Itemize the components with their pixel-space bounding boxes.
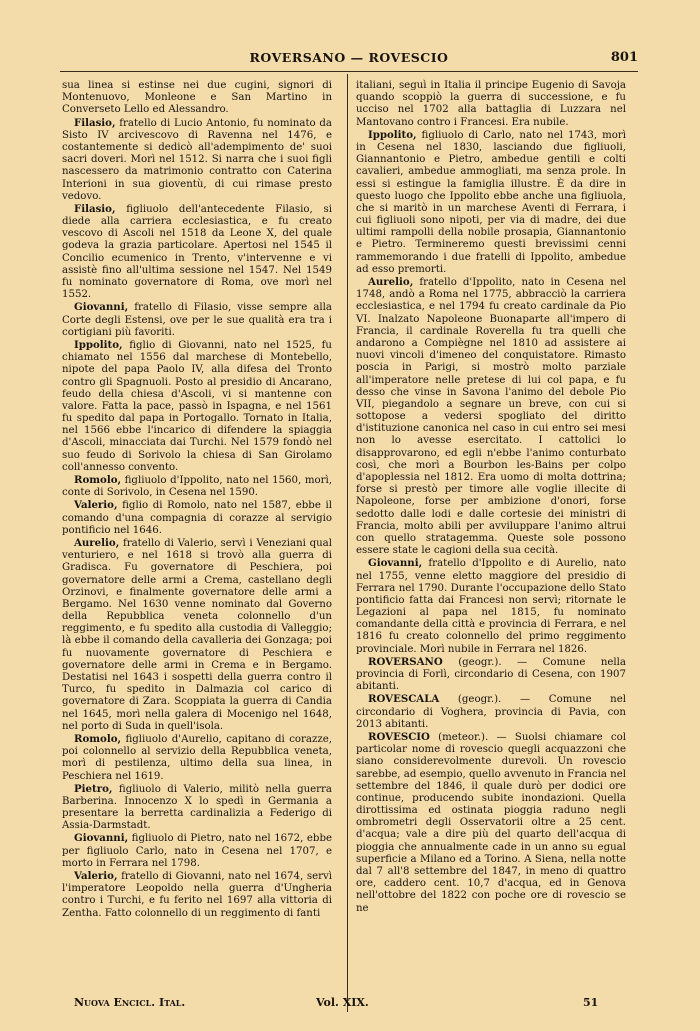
footer-publication: Nuova Encicl. Ital. [74,996,186,1009]
entry-term: (geogr.). [442,656,502,668]
entry-paragraph [62,733,332,783]
entry-text: — Comune nella provincia di Forlì, circondario di Cesena, con 1907 abitanti. [356,656,626,693]
entry-text: — Suolsi chiamare col particolar nome di rovescio quegli acquazzoni che siano considerevolmente durevoli. Un rovescio sarebbe, ad esempio, quello avvenuto in Francia nel settembre del 1846, il quale durò per dodici ore continue, producendo subite inondazioni. Quella dirottissima ed ostinata pioggia raduno negli ombrometri degli Osservatorii oltre a 25 cent. d'acqua; vale a dire più del quarto dell'acqua di pioggia che annualmente cade in un anno su egual superficie a Milano ed a Torino. A Siena, nella notte dal 7 all'8 settembre del 1847, in meno di quattro ore, caddero cent. 10,7 d'acqua, ed in Genova nell'ottobre del 1822 con poche ore di rovescio se ne [356,731,627,914]
entry-text: fratello di Giovanni, nato nel 1674, servì l'imperatore Leopoldo nella guerra d'Ungheria contro i Turchi, e fu ferito nel 1697 alla vittoria di Zentha. Fatto colonnello di un reggimento di fanti [62,871,332,919]
entry-text: fratello di Filasio, visse sempre alla Corte degli Estensi, ove per le sue qualità era tra i cortigiani più favoriti. [62,302,332,338]
entry-text: figliuolo di Valerio, militò nella guerra Barberina. Innocenzo X lo spedì in Germania a presentare la berretta cardinalizia a Federigo di Assia-Darmstadt. [62,783,332,832]
entry-text: figliuolo di Pietro, nato nel 1672, ebbe per figliuolo Carlo, nato in Cesena nel 1707, e morto in Ferrara nel 1798. [62,833,332,869]
entry-paragraph [62,339,332,474]
entry-paragraph [62,301,332,339]
entry-headword: Giovanni, [74,832,129,845]
entry-text: figlio di Romolo, nato nel 1587, ebbe il comando d'una compagnia di corazze al servigio pontificio nel 1646. [62,500,332,536]
entry-text: figlio di Giovanni, nato nel 1525, fu chiamato nel 1556 dal marchese di Montebello, nipote del papa Paolo IV, alla difesa del Tronto contro gli Spagnuoli. Posto al presidio di Ancarano, feudo della chiesa d'Ascoli, vi si mantenne con valore. Fatta la pace, passò in Ispagna, e nel 1561 fu spedito dal papa in Portogallo. Tornato in Italia, nel 1566 ebbe l'incarico di difendere la spiaggia d'Ascoli, minacciata dai Turchi. Nel 1579 fondò nel suo feudo di Sorivolo la chiesa di San Girolamo coll'annesso convento. [62,339,332,473]
entry-text: fratello d'Ippolito, nato in Cesena nel 1748, andò a Roma nel 1775, abbracciò la carriera ecclesiastica, e nel 1794 fu creato cardinale da Pio VI. Inalzato Napoleone Buonaparte all'impero di Francia, il cardinale Roverella fu tra quelli che andarono a Compiègne nel 1810 ad assistere ai nuovi vincoli d'imeneo del conquistatore. Rimasto poscia in Parigi, si mostrò molto parziale all'imperatore nelle pretese di lui col papa, e fu desso che vinse in Savona l'animo del debole Pio VII, piegandolo a segnare un breve, con cui si sottopose a vedersi spogliato del diritto d'istituzione canonica nel caso in cui entro sei mesi non lo avesse esercitato. I cattolici lo disapprovarono, ed egli n'ebbe l'animo conturbato così, che morì a Bourbon les-Bains per colpo d'apoplessia nel 1812. Era uomo di molta dottrina; forse si prestò per timore alle voglie illecite di Napoleone, forse per ambizione d'onori, forse sedotto dalle lodi e dalle cortesie dei ministri di Francia, molto abili per avviluppare l'animo altrui con quello stratagemma. Queste sole possono essere state le cagioni della sua cecità. [356,277,626,557]
entry-paragraph [356,129,626,276]
entry-term: (geogr.). [439,694,502,706]
entry-headword: Aurelio, [368,276,414,288]
entry-paragraph [62,499,332,537]
entry-headword: ROVESCIO [368,730,430,743]
page-number: 801 [610,50,638,65]
entry-headword: Giovanni, [74,301,129,314]
entry-paragraph [356,557,626,656]
column-divider [347,74,348,1012]
entry-paragraph [356,276,626,557]
entry-paragraph [356,656,626,694]
entry-headword: Pietro, [74,782,113,795]
entry-headword: Ippolito, [74,338,123,351]
entry-paragraph [62,117,332,203]
entry-headword: Ippolito, [368,128,417,141]
entry-text: figliuolo dell'antecedente Filasio, si diede alla carriera ecclesiastica, e fu creato vescovo di Ascoli nel 1518 da Leone X, del quale godeva la grazia particolare. Apertosi nel 1545 il Concilio ecumenico in Trento, v'intervenne e vi assistè fino all'ultima sessione nel 1547. Nel 1549 fu nominato governatore di Roma, ove morì nel 1552. [62,203,332,301]
entry-headword: Romolo, [74,474,122,486]
entry-text: — Comune nel circondario di Voghera, provincia di Pavia, con 2013 abitanti. [356,694,626,730]
entry-text: figliuolo di Carlo, nato nel 1743, morì in Cesena nel 1830, lasciando due figliuoli, Giannantonio e Pietro, ambedue gentili e colti cavalieri, ambedue ammogliati, ma senza prole. In essi si estingue la famiglia illustre. È da dire in questo luogo che Ippolito ebbe anche una figliuola, che si maritò in un marchese Aventi di Ferrara, i cui figliuoli sono nipoti, per via di madre, dei due ultimi rampolli della nobile prosapia, Giannantonio e Pietro. Termineremo questi brevissimi cenni rammemorando i due fratelli di Ippolito, ambedue ad esso premorti. [356,129,626,275]
entry-headword: ROVESCALA [368,693,440,706]
entry-text: figliuolo d'Ippolito, nato nel 1560, morì, conte di Sorivolo, in Cesena nel 1590. [62,475,332,499]
entry-paragraph [62,832,332,870]
running-header [60,50,638,68]
entry-headword: Filasio, [74,202,116,215]
entry-headword: ROVERSANO [368,655,443,668]
entry-text: fratello di Valerio, servì i Veneziani qual venturiero, e nel 1618 si trovò alla guerra di Gradisca. Fu governatore di Peschiera, poi governatore delle armi a Crema, castellano degli Orzinovi, e finalmente governatore delle armi a Bergamo. Nel 1630 venne nominato dal Governo della Repubblica veneta colonnello d'un reggimento, e fu spedito alla custodia di Valleggio; là ebbe il comando della cavalleria dei Gonzaga; poi fu nuovamente governatore di Peschiera e governatore delle armi in Crema e in Bergamo. Destatisi nel 1643 i sospetti della guerra contro il Turco, fu spedito in Dalmazia col carico di governatore di Zara. Scoppiata la guerra di Candia nel 1645, morì nella galera di Mocenigo nel 1648, nel porto di Suda in quell'isola. [62,537,332,732]
entry-text: sua linea si estinse nei due cugini, signori di Montenuovo, Monleone e San Martino in Converseto Lello ed Alessandro. [62,80,332,116]
footer-volume: Vol. XIX. [316,996,369,1009]
entry-text: figliuolo d'Aurelio, capitano di corazze, poi colonnello al servizio della Repubblica veneta, morì di pestilenza, ultimo della sua linea, in Peschiera nel 1619. [62,733,332,782]
entry-text: fratello di Lucio Antonio, fu nominato da Sisto IV arcivescovo di Ravenna nel 1476, e costantemente si dedicò all'adempimento de' suoi sacri doveri. Morì nel 1512. Si narra che i suoi figli nascessero da matrimonio contratto con Caterina Interioni in sua gioventù, di cui rimase presto vedovo. [62,117,332,202]
entry-headword: Filasio, [74,116,116,129]
entry-paragraph [62,474,332,499]
entry-paragraph [356,693,626,731]
page-footer [60,996,638,1012]
entry-paragraph [62,80,332,117]
entry-paragraph [62,537,332,733]
entry-headword: Valerio, [74,499,118,512]
entry-paragraph [62,203,332,302]
entry-paragraph [356,80,626,129]
entry-paragraph [62,783,332,833]
entry-text: fratello d'Ippolito e di Aurelio, nato nel 1755, venne eletto maggiore del presidio di Ferrara nel 1790. Durante l'occupazione dello Stato pontificio fatta dai Francesi non servì; ritornate le Legazioni al papa nel 1815, fu nominato comandante della città e provincia di Ferrara, e nel 1816 fu creato colonnello del primo reggimento provinciale. Morì nubile in Ferrara nel 1826. [356,558,626,655]
footer-signature: 51 [583,996,599,1009]
entry-paragraph [62,870,332,920]
header-rule [60,71,638,72]
entry-headword: Romolo, [74,732,122,745]
entry-headword: Aurelio, [74,536,120,549]
entry-headword: Giovanni, [368,557,423,570]
header-title: ROVERSANO — ROVESCIO [249,50,449,65]
entry-headword: Valerio, [74,870,118,882]
entry-term: (meteor.). [429,731,489,743]
entry-text: italiani, seguì in Italia il principe Eugenio di Savoja quando scoppiò la guerra di successione, e fu ucciso nel 1702 alla battaglia di Luzzara nel Mantovano contro i Francesi. Era nubile. [356,80,626,128]
right-column [356,80,626,915]
left-column [62,80,332,920]
entry-paragraph [356,731,626,915]
